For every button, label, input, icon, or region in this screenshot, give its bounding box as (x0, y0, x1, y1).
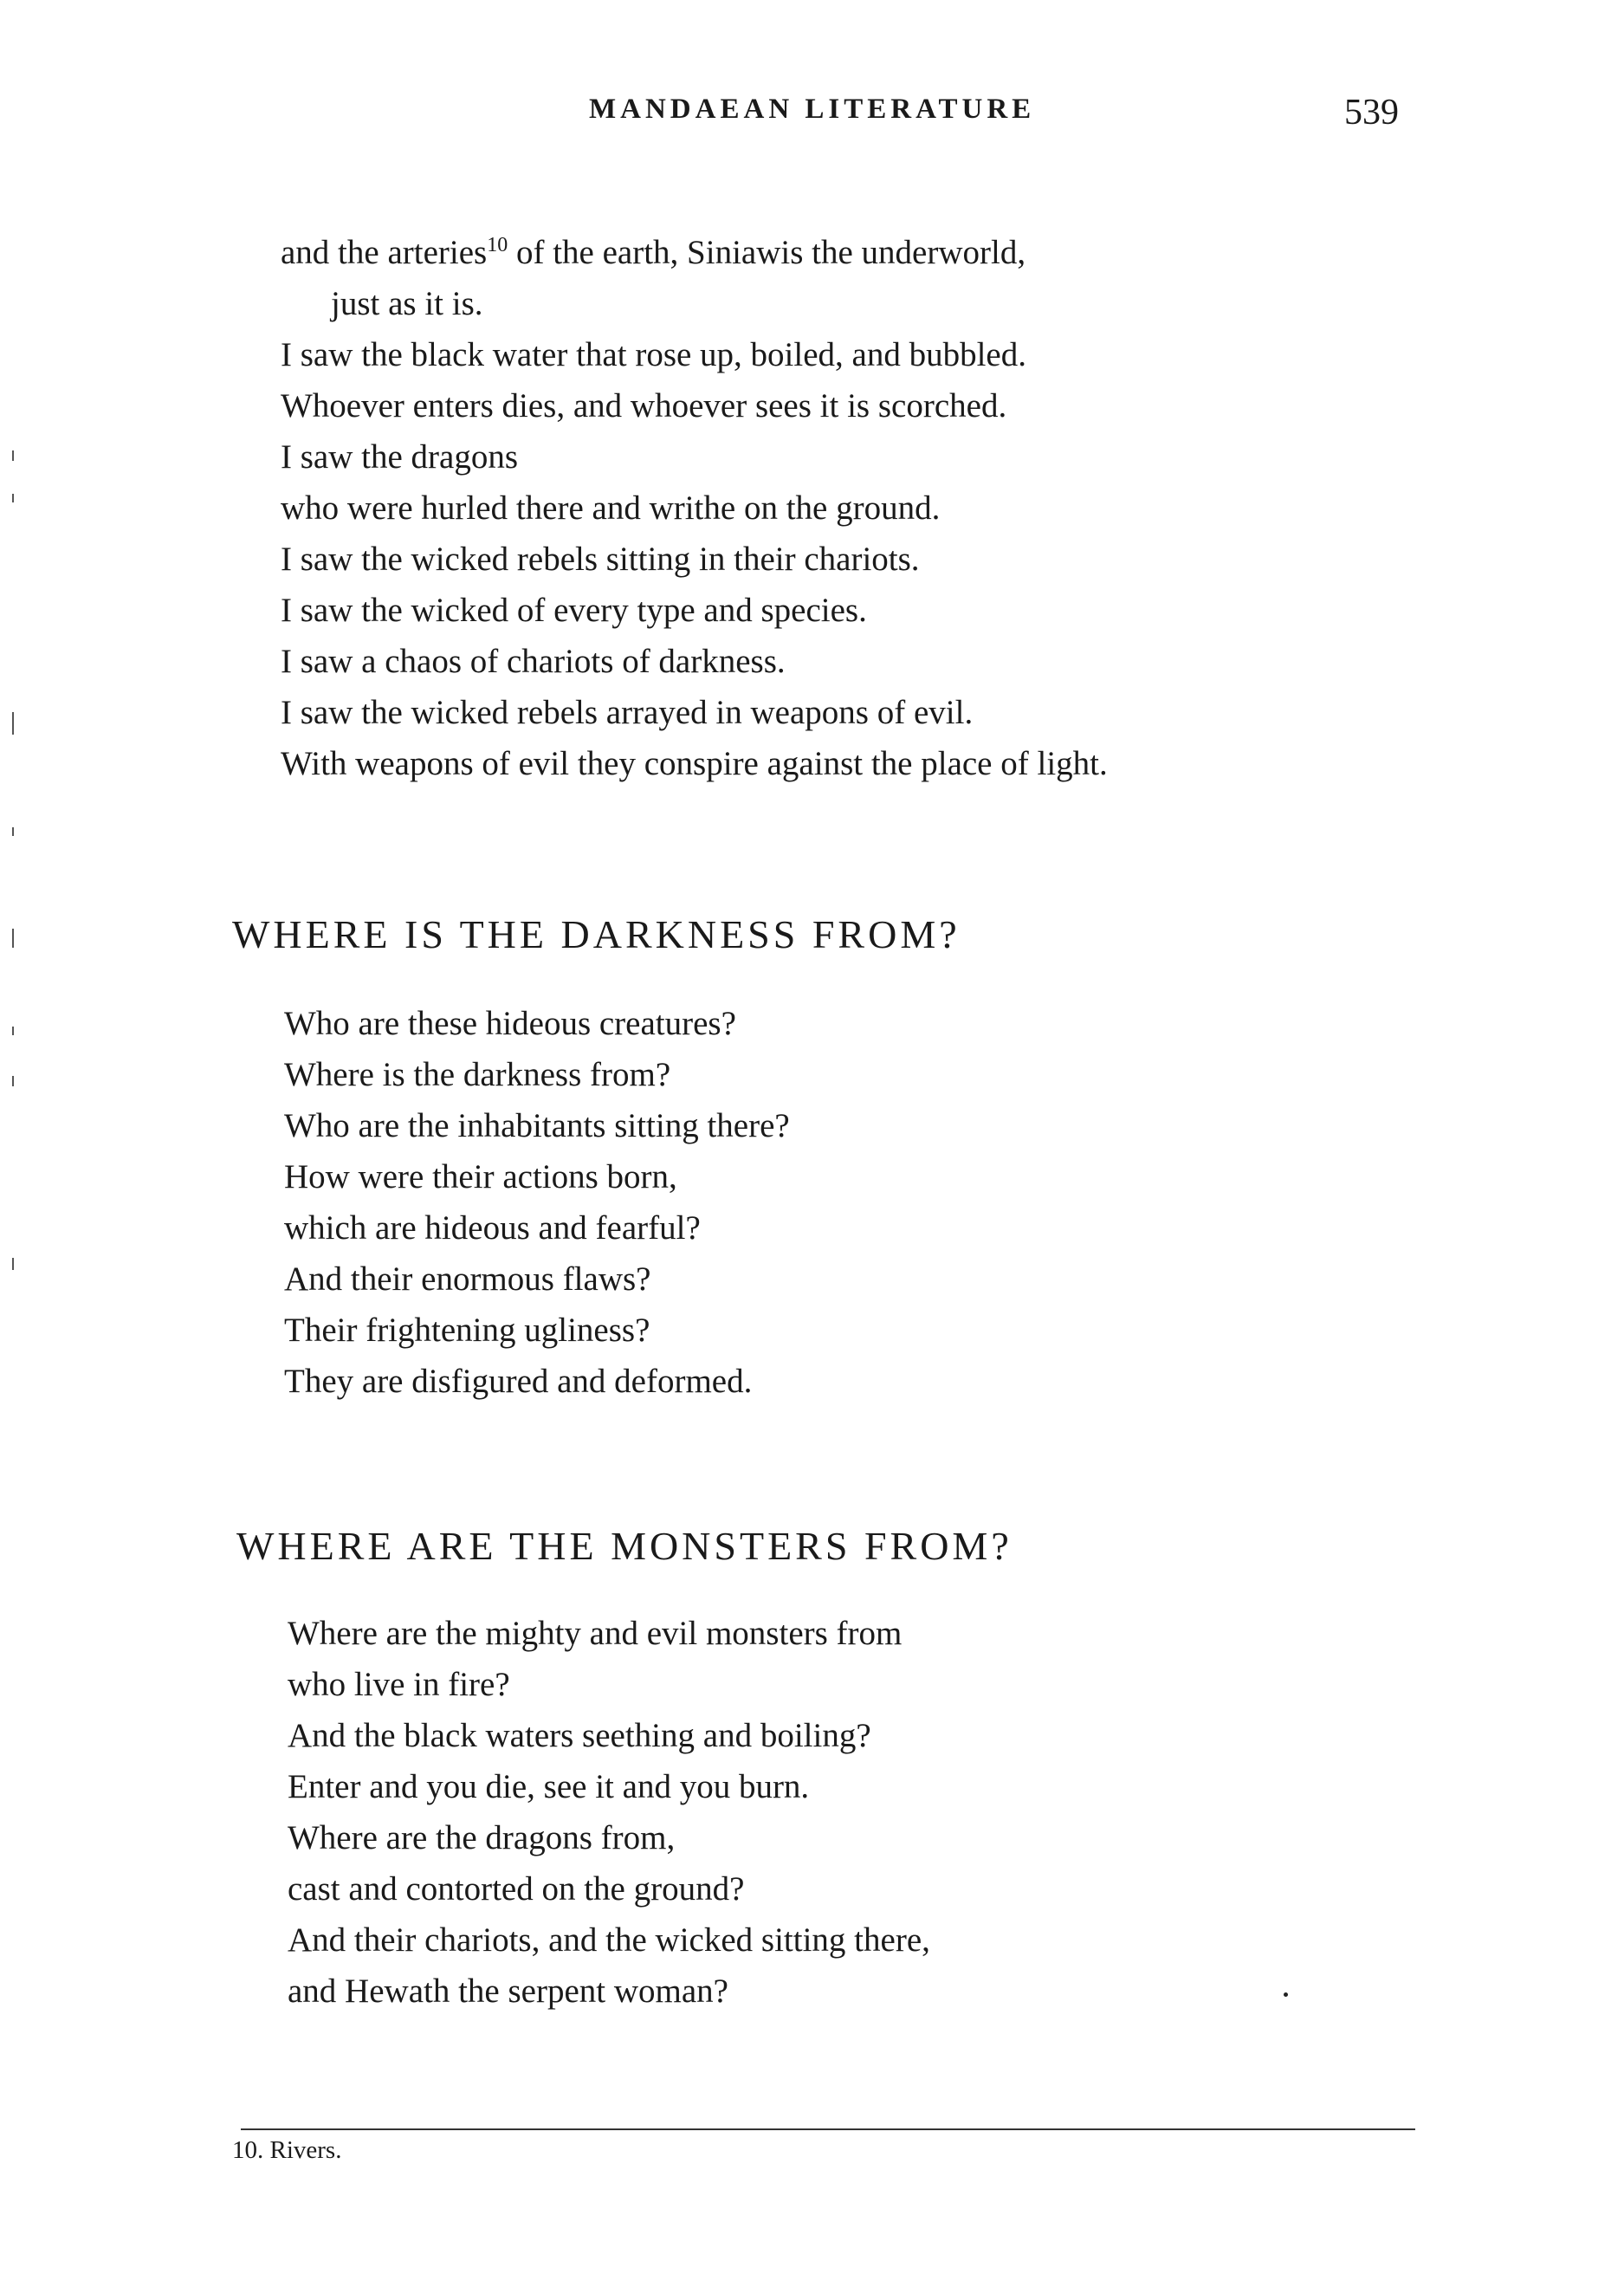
verse-line: who were hurled there and writhe on the ground. (281, 489, 941, 527)
verse-block (284, 998, 790, 1407)
verse-line: Enter and you die, see it and you burn. (288, 1768, 810, 1805)
margin-scan-mark (12, 1076, 14, 1086)
verse-line: Where are the dragons from, (288, 1819, 676, 1856)
verse-line: I saw the dragons (281, 438, 519, 476)
verse-line: How were their actions born, (284, 1158, 677, 1195)
verse-line: With weapons of evil they conspire against the place of light. (281, 745, 1108, 782)
verse-line: I saw the black water that rose up, boiled, and bubbled. (281, 336, 1026, 373)
verse-line: And their chariots, and the wicked sitting there, (288, 1921, 930, 1959)
verse-line: who live in fire? (288, 1666, 510, 1703)
margin-scan-mark (12, 712, 14, 735)
verse-line: and Hewath the serpent woman? (288, 1973, 728, 2010)
verse-line: Where are the mighty and evil monsters from (288, 1615, 903, 1652)
verse-line: Where is the darkness from? (284, 1056, 671, 1093)
verse-line: Their frightening ugliness? (284, 1312, 650, 1349)
verse-line: which are hideous and fearful? (284, 1209, 701, 1247)
verse-line: I saw the wicked rebels arrayed in weapons of evil. (281, 694, 974, 731)
verse-line: Who are the inhabitants sitting there? (284, 1107, 790, 1144)
running-head: MANDAEAN LITERATURE (589, 94, 1036, 125)
scan-speck (1284, 1992, 1288, 1997)
verse-line: Whoever enters dies, and whoever sees it is scorched. (281, 387, 1007, 424)
page-number: 539 (1344, 93, 1399, 133)
margin-scan-mark (12, 494, 14, 502)
margin-scan-mark (12, 450, 14, 461)
footnote: 10. Rivers. (232, 2136, 342, 2164)
verse-block (281, 227, 1108, 789)
section-heading: WHERE IS THE DARKNESS FROM? (232, 912, 961, 956)
margin-scan-mark (12, 827, 14, 836)
margin-scan-mark (12, 1258, 14, 1270)
verse-line: I saw the wicked of every type and species. (281, 592, 867, 629)
verse-line: Who are these hideous creatures? (284, 1005, 736, 1042)
verse-block (288, 1608, 930, 2017)
footnote-marker: 10 (487, 234, 508, 256)
margin-scan-mark (12, 1027, 14, 1035)
verse-line: And their enormous flaws? (284, 1260, 651, 1298)
verse-line: I saw a chaos of chariots of darkness. (281, 643, 786, 680)
verse-line: just as it is. (331, 285, 483, 322)
verse-line: I saw the wicked rebels sitting in their chariots. (281, 541, 920, 578)
verse-line: and the arteries$^{10}$ of the earth, Siniawis the underworld, (281, 234, 1026, 271)
footnote-rule (241, 2128, 1415, 2130)
section-heading: WHERE ARE THE MONSTERS FROM? (236, 1524, 1013, 1568)
margin-scan-mark (12, 929, 14, 948)
verse-line: cast and contorted on the ground? (288, 1870, 745, 1908)
verse-line: And the black waters seething and boiling? (288, 1717, 871, 1754)
verse-line: They are disfigured and deformed. (284, 1363, 753, 1400)
